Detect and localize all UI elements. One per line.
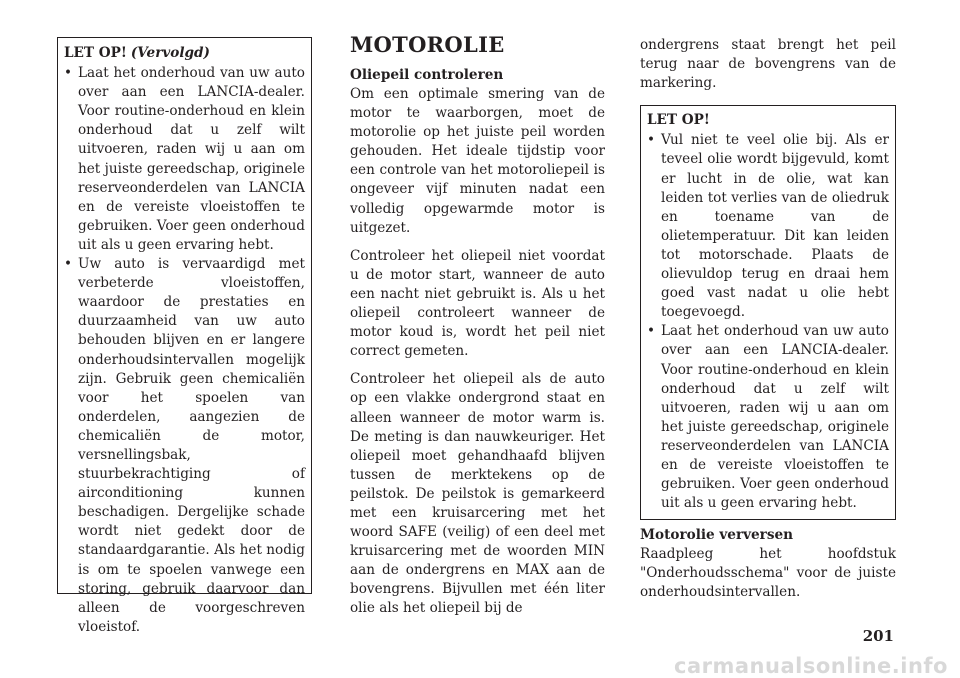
bullet-icon: • bbox=[647, 323, 656, 340]
bullet-icon: • bbox=[64, 65, 73, 82]
caution-list bbox=[64, 64, 305, 637]
paragraph: Om een optimale smering van de motor te waarborgen, moet de motorolie op het juiste peil worden gehouden. Het ideale tijdstip voor een controle van het motoroliepeil is ongeveer vijf minuten nadat een volledig opgewarmde motor is uitgezet. bbox=[350, 86, 605, 236]
watermark: carmanualsonline.info bbox=[674, 654, 948, 678]
section-title: MOTOROLIE bbox=[350, 32, 505, 57]
caution-heading: LET OP! (Vervolgd) bbox=[64, 45, 210, 61]
paragraph: Raadpleeg het hoofdstuk "Onderhoudsschema" voor de juiste onderhoudsintervallen. bbox=[640, 546, 896, 601]
bullet-icon: • bbox=[64, 256, 73, 273]
paragraph: Controleer het oliepeil als de auto op een vlakke ondergrond staat en alleen wanneer de motor warm is. De meting is dan nauwkeuriger. Het oliepeil moet gehandhaafd blijven tussen de merktekens op de peilstok. De peilstok is gemarkeerd met een kruisarcering met het woord SAFE (veilig) of een deel met kruisarcering met de woorden MIN aan de ondergrens en MAX aan de bovengrens. Bijvullen met één liter olie als het oliepeil bij de bbox=[350, 371, 605, 617]
paragraph: Controleer het oliepeil niet voordat u de motor start, wanneer de auto een nacht niet gebruikt is. Als u het oliepeil controleert wanneer de motor koud is, wordt het peil niet correct gemeten. bbox=[350, 247, 605, 360]
subsection-title: Oliepeil controleren bbox=[350, 67, 504, 83]
list-item: • Uw auto is vervaardigd met verbeterde vloeistoffen, waardoor de prestaties en duurzaamheid van uw auto behouden blijven en er langere onderhoudsintervallen mogelijk zijn. Gebruik geen chemicaliën voor het spoelen van onderdelen, aangezien de chemicaliën de motor, versnellingsbak, stuurbekrachtiging of airconditioning kunnen beschadigen. Dergelijke schade wordt niet gedekt door de standaardgarantie. Als het nodig is om te spoelen vanwege een storing, gebruik daarvoor dan alleen de voorgeschreven vloeistof. bbox=[64, 256, 305, 635]
middle-column bbox=[350, 33, 605, 628]
right-column bbox=[640, 36, 896, 612]
bullet-icon: • bbox=[647, 132, 656, 149]
continued-label: (Vervolgd) bbox=[130, 45, 210, 61]
page-number: 201 bbox=[862, 627, 894, 645]
subsection-title: Motorolie verversen bbox=[640, 527, 794, 544]
caution-box-right bbox=[640, 105, 896, 520]
caution-list bbox=[647, 131, 889, 513]
list-item: • Laat het onderhoud van uw auto over aan een LANCIA-dealer. Voor routine-onderhoud en klein onderhoud dat u zelf wilt uitvoeren, raden wij u aan om het juiste gereedschap, originele reserveonderdelen van LANCIA en de vereiste vloeistoffen te gebruiken. Voer geen onderhoud uit als u geen ervaring hebt. bbox=[64, 65, 305, 253]
caution-box-left bbox=[57, 37, 312, 635]
list-item: • Vul niet te veel olie bij. Als er teveel olie wordt bijgevuld, komt er lucht in de olie, wat kan leiden tot verlies van de oliedruk en toename van de olietemperatuur. Dit kan leiden tot motorschade. Plaats de olievuldop terug en draai hem goed vast nadat u olie hebt toegevoegd. bbox=[647, 132, 889, 321]
list-item: • Laat het onderhoud van uw auto over aan een LANCIA-dealer. Voor routine-onderhoud en klein onderhoud dat u zelf wilt uitvoeren, raden wij u aan om het juiste gereedschap, originele reserveonderdelen van LANCIA en de vereiste vloeistoffen te gebruiken. Voer geen onderhoud uit als u geen ervaring hebt. bbox=[647, 323, 889, 512]
paragraph: ondergrens staat brengt het peil terug naar de bovengrens van de markering. bbox=[640, 37, 896, 92]
caution-heading: LET OP! bbox=[647, 112, 710, 129]
